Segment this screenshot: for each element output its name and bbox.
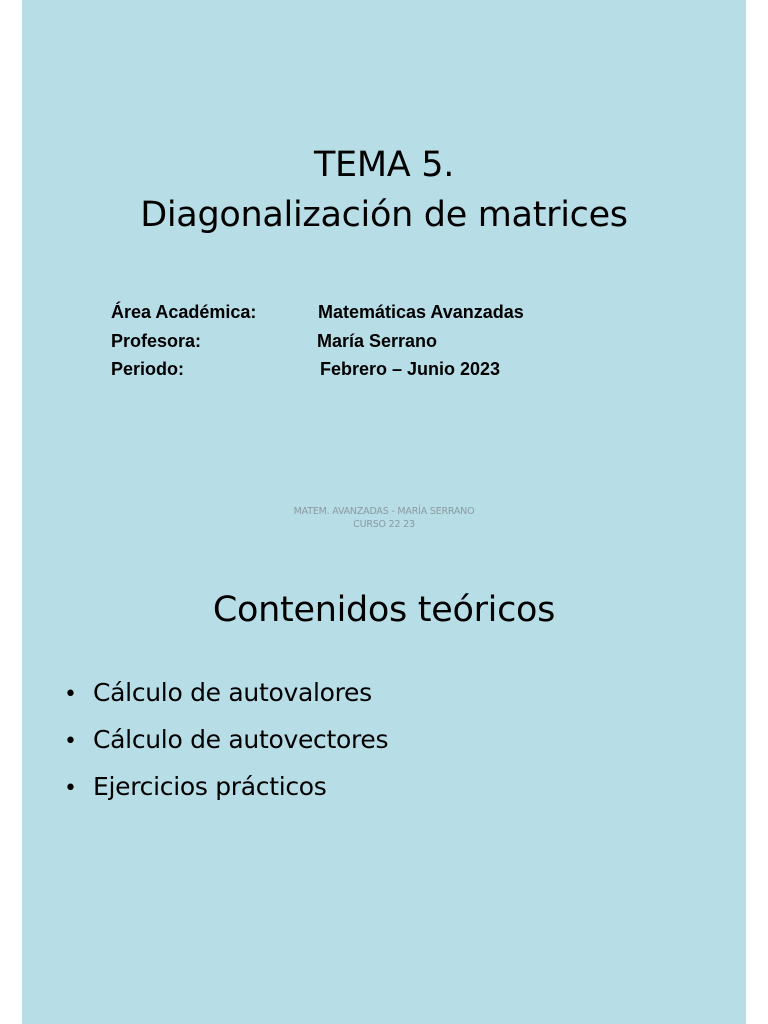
list-item — [64, 719, 388, 766]
info-value-area: Matemáticas Avanzadas — [318, 302, 524, 322]
bullet-list — [64, 672, 388, 813]
section-title: Contenidos teóricos — [212, 590, 556, 630]
bullet-text: Ejercicios prácticos — [93, 772, 327, 801]
title-line-2: Diagonalización de matrices — [140, 195, 628, 235]
bullet-text: Cálculo de autovalores — [93, 678, 372, 707]
info-value-period: Febrero – Junio 2023 — [320, 359, 501, 379]
course-info — [111, 298, 611, 384]
info-row-period — [111, 355, 611, 384]
info-row-teacher — [111, 327, 611, 356]
list-item — [64, 672, 388, 719]
list-item — [64, 766, 388, 813]
footer-line-1: MATEM. AVANZADAS - MARÍA SERRANO — [293, 506, 475, 517]
bullet-icon: • — [64, 682, 77, 707]
info-row-area — [111, 298, 611, 327]
slide-footer — [22, 505, 746, 531]
slide-title — [22, 140, 746, 240]
slide-page — [22, 0, 746, 1024]
bullet-icon: • — [64, 729, 77, 754]
info-label-area: Área Académica: — [111, 302, 257, 322]
footer-line-2: CURSO 22 23 — [353, 519, 415, 530]
info-label-teacher: Profesora: — [111, 330, 202, 351]
info-value-teacher: María Serrano — [317, 330, 438, 351]
info-label-period: Periodo: — [111, 359, 185, 379]
bullet-text: Cálculo de autovectores — [93, 725, 389, 754]
title-line-1: TEMA 5. — [313, 145, 455, 185]
bullet-icon: • — [64, 776, 77, 801]
